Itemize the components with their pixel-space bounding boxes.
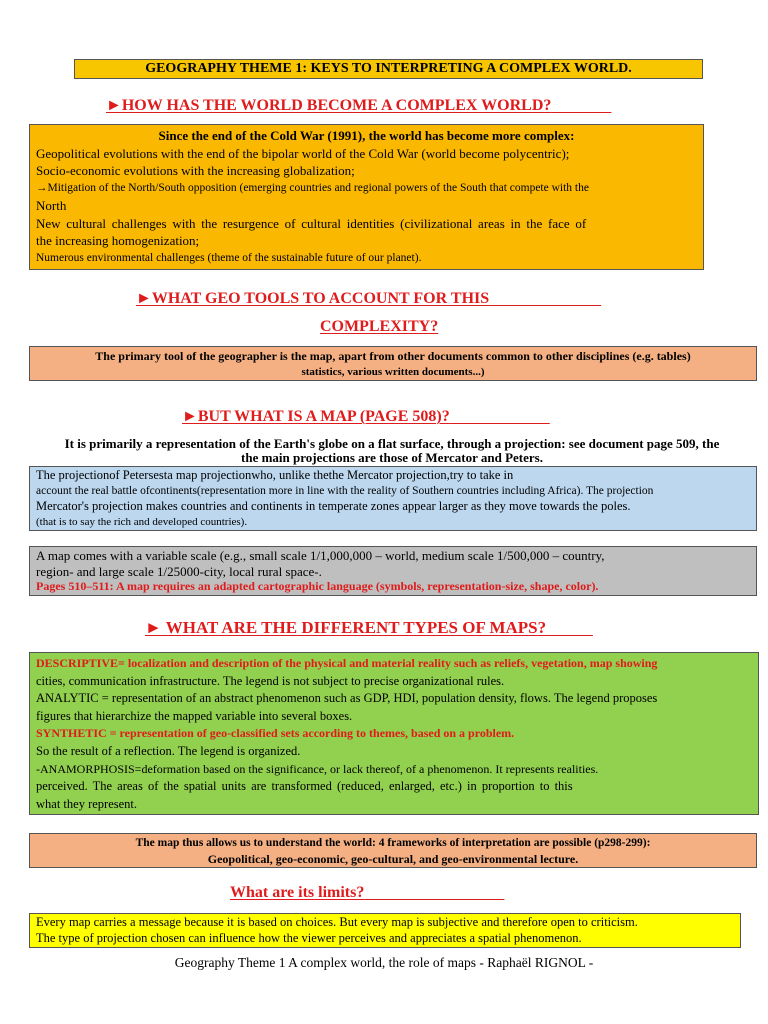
- descriptive-body: cities, communication infrastructure. The legend is not subject to precise organizational rules.: [36, 673, 505, 688]
- anamorphosis-line: what they represent.: [36, 796, 138, 811]
- cartographic-language-line: Pages 510–511: A map requires an adapted cartographic language (symbols, representation-size, shape, color).: [36, 579, 599, 593]
- interpretation-frameworks-box: [29, 833, 757, 868]
- page-footer: [0, 955, 768, 971]
- limits-box: [29, 913, 741, 948]
- projection-box: [29, 466, 757, 531]
- primary-tool-line: The primary tool of the geographer is the map, apart from other documents common to other disciplines (e.g. tables): [95, 349, 691, 363]
- anamorphosis-line: perceived. The areas of the spatial units are transformed (reduced, enlarged, etc.) in proportion to this: [36, 779, 573, 794]
- frameworks-line: The map thus allows us to understand the world: 4 frameworks of interpretation are possible (p298-299):: [135, 837, 651, 849]
- map-definition-intro: [20, 437, 764, 465]
- map-definition-line: the main projections are those of Mercator and Peters.: [241, 450, 543, 465]
- section-heading-limits: What are its limits?: [230, 884, 365, 901]
- section-heading-complex-world: ►HOW HAS THE WORLD BECOME A COMPLEX WORLD?: [106, 97, 552, 114]
- synthetic-title: SYNTHETIC = representation of geo-classified sets according to themes, based on a problem.: [36, 726, 515, 741]
- descriptive-title: DESCRIPTIVE= localization and description of the physical and material reality such as reliefs, vegetation, map showing: [36, 656, 658, 670]
- scale-box: [29, 546, 757, 596]
- scale-line: region- and large scale 1/25000-city, local rural space-.: [36, 563, 322, 579]
- complex-world-line: New cultural challenges with the resurgence of cultural identities (civilizational areas in the face of: [36, 215, 587, 231]
- complex-world-line: North: [36, 198, 67, 213]
- page-title-box: [74, 59, 703, 79]
- primary-tool-box: [29, 346, 757, 381]
- map-definition-line: It is primarily a representation of the Earth's globe on a flat surface, through a projection: see document page 509, the: [64, 436, 720, 451]
- frameworks-line: Geopolitical, geo-economic, geo-cultural, and geo-environmental lecture.: [207, 852, 579, 866]
- scale-line: A map comes with a variable scale (e.g., small scale 1/1,000,000 – world, medium scale 1/500,000 – country,: [36, 548, 605, 563]
- page-title: GEOGRAPHY THEME 1: KEYS TO INTERPRETING A COMPLEX WORLD.: [145, 61, 632, 76]
- complex-world-line: Numerous environmental challenges (theme of the sustainable future of our planet).: [36, 251, 422, 264]
- section-heading-geo-tools: ►WHAT GEO TOOLS TO ACCOUNT FOR THIS: [136, 290, 490, 307]
- analytic-line: figures that hierarchize the mapped variable into several boxes.: [36, 708, 353, 723]
- complex-world-line: Socio-economic evolutions with the increasing globalization;: [36, 163, 355, 178]
- section-heading-geo-tools-cont: COMPLEXITY?: [320, 318, 439, 335]
- limits-line: The type of projection chosen can influence how the viewer perceives and appreciates a spatial phenomenon.: [36, 930, 582, 945]
- analytic-line: ANALYTIC = representation of an abstract phenomenon such as GDP, HDI, population density, flows. The legend proposes: [36, 691, 658, 706]
- complex-world-box: [29, 124, 704, 270]
- synthetic-body: So the result of a reflection. The legend is organized.: [36, 743, 301, 758]
- primary-tool-line: statistics, various written documents...): [301, 366, 485, 378]
- map-types-box: [29, 652, 759, 815]
- complex-world-lead: Since the end of the Cold War (1991), the world has become more complex:: [158, 128, 575, 143]
- footer-text: Geography Theme 1 A complex world, the role of maps - Raphaël RIGNOL -: [174, 955, 594, 970]
- projection-line: account the real battle ofcontinents(representation more in line with the reality of Southern countries including Africa). The projection: [36, 484, 654, 497]
- projection-line: (that is to say the rich and developed countries).: [36, 515, 248, 528]
- projection-line: Mercator's projection makes countries and continents in temperate zones appear larger as they move towards the poles.: [36, 499, 631, 513]
- limits-line: Every map carries a message because it is based on choices. But every map is subjective and therefore open to criticism.: [36, 915, 638, 929]
- anamorphosis-line: -ANAMORPHOSIS=deformation based on the significance, or lack thereof, of a phenomenon. It represents realities.: [36, 761, 599, 776]
- complex-world-line: the increasing homogenization;: [36, 233, 200, 248]
- section-heading-map-types: ► WHAT ARE THE DIFFERENT TYPES OF MAPS?: [145, 618, 547, 637]
- complex-world-line: Geopolitical evolutions with the end of the bipolar world of the Cold War (world become polycentric);: [36, 145, 570, 161]
- projection-line: The projectionof Petersesta map projectionwho, unlike thethe Mercator projection,try to take in: [36, 468, 514, 482]
- section-heading-what-is-map: ►BUT WHAT IS A MAP (PAGE 508)?: [182, 408, 450, 425]
- complex-world-line: →Mitigation of the North/South opposition (emerging countries and regional powers of the South that compete with the: [36, 181, 589, 194]
